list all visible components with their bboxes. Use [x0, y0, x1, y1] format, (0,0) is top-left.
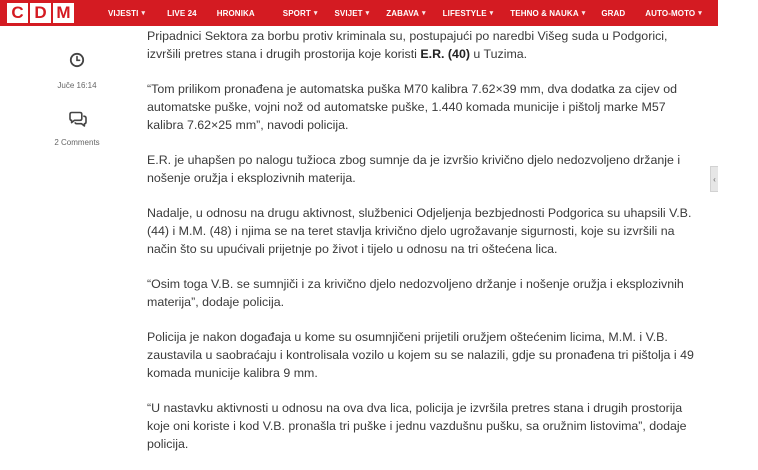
article-paragraph: Policija je nakon događaja u kome su osumnjičeni prijetili oružjem oštećenim licima, M.M. i V.B. zaustavila u saobraćaju i kontrolisala vozilo u kojem su se nalazili, gdje su pronađena tri pištolja i 49 komada municije kalibra 9 mm. — [147, 330, 694, 380]
nav-label: HRONIKA — [216, 8, 255, 18]
chevron-down-icon: ▾ — [581, 10, 586, 17]
nav-label: VIJESTI — [108, 8, 139, 18]
article-paragraph: “Osim toga V.B. se sumnjiči i za krivično djelo nedozvoljeno držanje i nošenje oružja i eksplozivnih materija”, dodaje policija. — [147, 277, 684, 309]
top-navbar — [0, 0, 758, 26]
site-logo[interactable] — [7, 3, 74, 23]
article-paragraph: “Tom prilikom pronađena je automatska puška M70 kalibra 7.62×39 mm, dva dodatka za cijev od automatske puške, vojni nož od automatske puške, 1.440 komada municije i pištolj marke M57 kalibra 7.62×25 mm”, navodi policija. — [147, 82, 677, 132]
nav-item-lifestyle[interactable] — [443, 9, 494, 18]
nav-item-auto-moto[interactable] — [645, 9, 702, 18]
nav-item-politics[interactable] — [720, 9, 758, 18]
article-paragraph: E.R. je uhapšen po nalogu tužioca zbog sumnje da je izvršio krivično djelo nedozvoljeno držanje i nošenje oružja i eksplozivnih materija. — [147, 153, 681, 185]
chevron-down-icon: ▾ — [422, 10, 426, 17]
nav-label: TEHNO & NAUKA — [510, 8, 579, 18]
nav-label: GRAD — [601, 8, 626, 18]
nav-item-grad[interactable] — [601, 9, 625, 18]
nav-item-hronika[interactable] — [217, 9, 255, 18]
chevron-left-icon: ‹ — [713, 174, 716, 184]
paragraph-text: Pripadnici Sektora za borbu protiv kriminala su, postupajući po naredbi Višeg suda u Podgorici, izvršili pretres stana i drugih prostorija koje koristi — [147, 29, 668, 61]
chevron-down-icon: ▾ — [141, 10, 146, 17]
paragraph-text: u Tuzima. — [469, 47, 528, 61]
nav-item-live24[interactable] — [167, 9, 197, 18]
chevron-down-icon: ▾ — [489, 10, 494, 17]
chevron-down-icon: ▾ — [698, 10, 702, 17]
logo-letter-m: M — [53, 3, 74, 23]
nav-label: AUTO-MOTO — [645, 8, 696, 18]
post-time: Juče 16:14 — [57, 81, 97, 90]
suspect-initials: E.R. (40) — [420, 47, 470, 61]
nav-label: LIFESTYLE — [442, 8, 487, 18]
main-nav — [108, 0, 758, 26]
article-paragraph: “U nastavku aktivnosti u odnosu na ova dva lica, policija je izvršila pretres stana i drugih prostorija koje oni koriste i kod V.B. pronašla tri puške i jednu vazdušnu pušku, sa oružnim listovima”, dodaje policija. — [147, 401, 687, 451]
nav-item-zabava[interactable] — [386, 9, 425, 18]
nav-item-svijet[interactable] — [334, 9, 369, 18]
logo-letter-c: C — [7, 3, 28, 23]
article-paragraph: Nadalje, u odnosu na drugu aktivnost, službenici Odjeljenja bezbjednosti Podgorica su uhapsili V.B. (44) i M.M. (48) i njima se na teret stavlja krivično djelo ugrožavanje sigurnosti, koje su izvršili na način što su upućivali prijetnje po život i tijelo u odnosu na tri oštećena lica. — [147, 206, 692, 256]
logo-letter-d: D — [30, 3, 51, 23]
clock-icon — [69, 52, 85, 68]
comments-count[interactable]: 2 Comments — [54, 138, 100, 147]
nav-label: ZABAVA — [386, 8, 420, 18]
article-body — [147, 27, 695, 470]
comments-icon[interactable] — [68, 111, 88, 129]
nav-item-vijesti[interactable] — [108, 9, 145, 18]
nav-label: LIVE 24 — [167, 8, 197, 18]
chevron-down-icon: ▾ — [313, 10, 318, 17]
chevron-down-icon: ▾ — [365, 10, 370, 17]
nav-label: SPORT — [282, 8, 311, 18]
side-panel-toggle[interactable] — [710, 166, 718, 192]
nav-label: POLITICS — [719, 8, 758, 18]
article-paragraph — [147, 27, 695, 63]
nav-item-tehno-nauka[interactable] — [510, 9, 585, 18]
nav-item-sport[interactable] — [283, 9, 318, 18]
nav-label: SVIJET — [334, 8, 363, 18]
